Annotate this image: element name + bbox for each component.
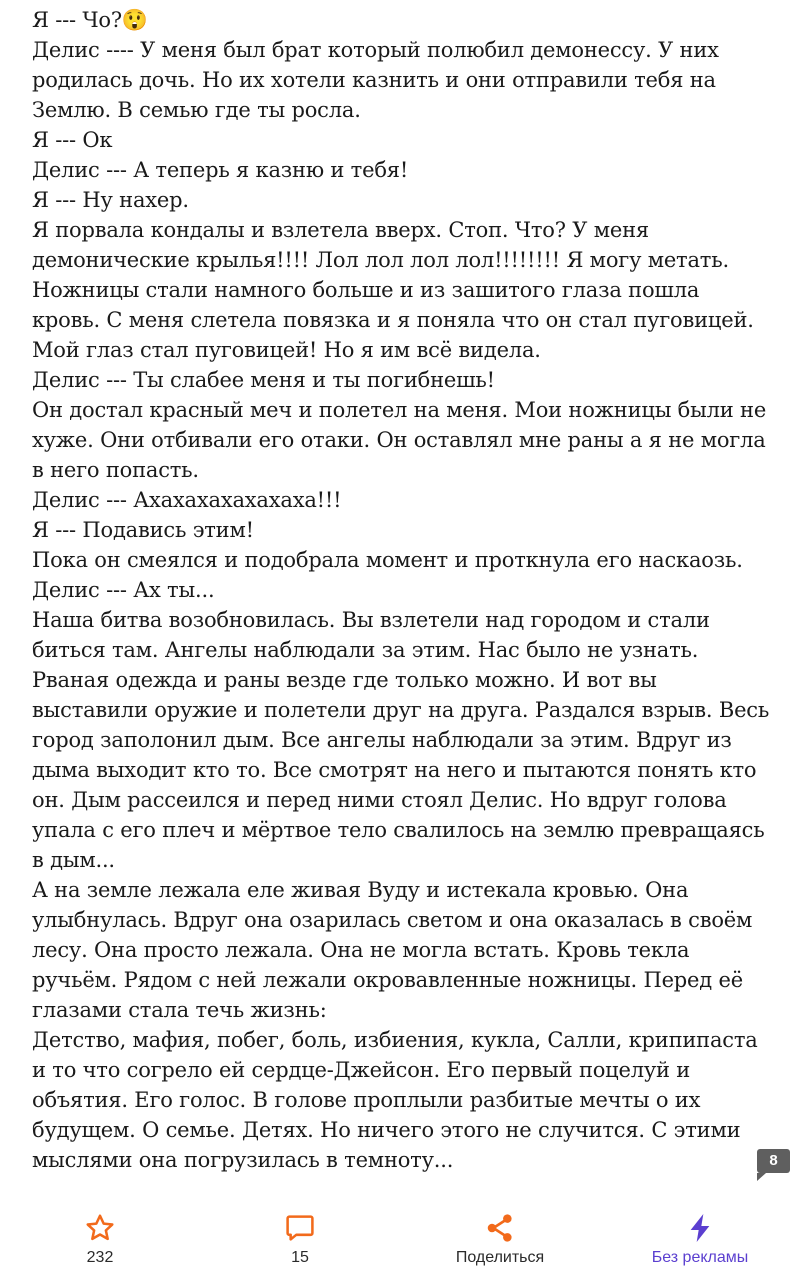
story-paragraph: Я --- Чо?😲 — [32, 8, 148, 32]
comment-icon — [284, 1212, 316, 1244]
story-paragraph: Пока он смеялся и подобрала момент и проткнула его наскаозь. — [32, 548, 743, 572]
story-paragraph: Делис --- А теперь я казню и тебя! — [32, 158, 409, 182]
story-paragraph: Я порвала кондалы и взлетела вверх. Стоп. Что? У меня демонические крылья!!!! Лол лол лол лол!!!!!!!! Я могу метать. Ножницы стали намного больше и из зашитого глаза пошла кровь. С меня слетела повязка и я поняла что он стал пуговицей. Мой глаз стал пуговицей! Но я им всё видела. — [32, 218, 754, 362]
story-paragraph: Он достал красный меч и полетел на меня. Мои ножницы были не хуже. Они отбивали его отаки. Он оставлял мне раны а я не могла в него попасть. — [32, 398, 767, 482]
no-ads-button[interactable] — [600, 1212, 800, 1272]
story-paragraph: Делис --- Ахахахахахахаха!!! — [32, 488, 342, 512]
story-paragraph: Детство, мафия, побег, боль, избиения, кукла, Салли, крипипаста и то что согрело ей сердце-Джейсон. Его первый поцелуй и объятия. Его голос. В голове проплыли разбитые мечты о их будущем. О семье. Детях. Но ничего этого не случится. С этими мыслями она погрузилась в темноту... — [32, 1028, 758, 1172]
paragraph-comment-badge[interactable]: 8 — [757, 1149, 790, 1173]
share-button[interactable] — [400, 1212, 600, 1272]
no-ads-label: Без рекламы — [651, 1249, 749, 1266]
star-icon — [84, 1212, 116, 1244]
story-text — [32, 5, 772, 1180]
lightning-icon — [684, 1212, 716, 1244]
story-paragraph: Наша битва возобновилась. Вы взлетели над городом и стали биться там. Ангелы наблюдали за этим. Нас было не узнать. Рваная одежда и раны везде где только можно. И вот вы выставили оружие и полетели друг на друга. Раздался взрыв. Весь город заполонил дым. Все ангелы наблюдали за этим. Вдруг из дыма выходит кто то. Все смотрят на него и пытаются понять кто он. Дым рассеился и перед ними стоял Делис. Но вдруг голова упала с его плеч и мёртвое тело свалилось на землю превращаясь в дым... — [32, 608, 770, 872]
like-count: 232 — [86, 1249, 114, 1266]
share-label: Поделиться — [455, 1249, 545, 1266]
like-button[interactable] — [0, 1212, 200, 1272]
story-paragraph: Делис --- Ах ты... — [32, 578, 215, 602]
story-paragraph: Делис ---- У меня был брат который полюбил демонессу. У них родилась дочь. Но их хотели казнить и они отправили тебя на Землю. В семью где ты росла. — [32, 38, 719, 122]
comments-count: 15 — [291, 1249, 309, 1266]
story-paragraph: Делис --- Ты слабее меня и ты погибнешь! — [32, 368, 495, 392]
story-paragraph: Я --- Ну нахер. — [32, 188, 189, 212]
comments-button[interactable] — [200, 1212, 400, 1272]
story-paragraph: А на земле лежала еле живая Вуду и истекала кровью. Она улыбнулась. Вдруг она озарилась светом и она оказалась в своём лесу. Она просто лежала. Она не могла встать. Кровь текла ручьём. Рядом с ней лежали окровавленные ножницы. Перед её глазами стала течь жизнь: — [32, 878, 753, 1022]
story-paragraph: Я --- Ок — [32, 128, 113, 152]
bottom-action-bar — [0, 1200, 800, 1280]
story-paragraph: Я --- Подавись этим! — [32, 518, 254, 542]
share-icon — [484, 1212, 516, 1244]
